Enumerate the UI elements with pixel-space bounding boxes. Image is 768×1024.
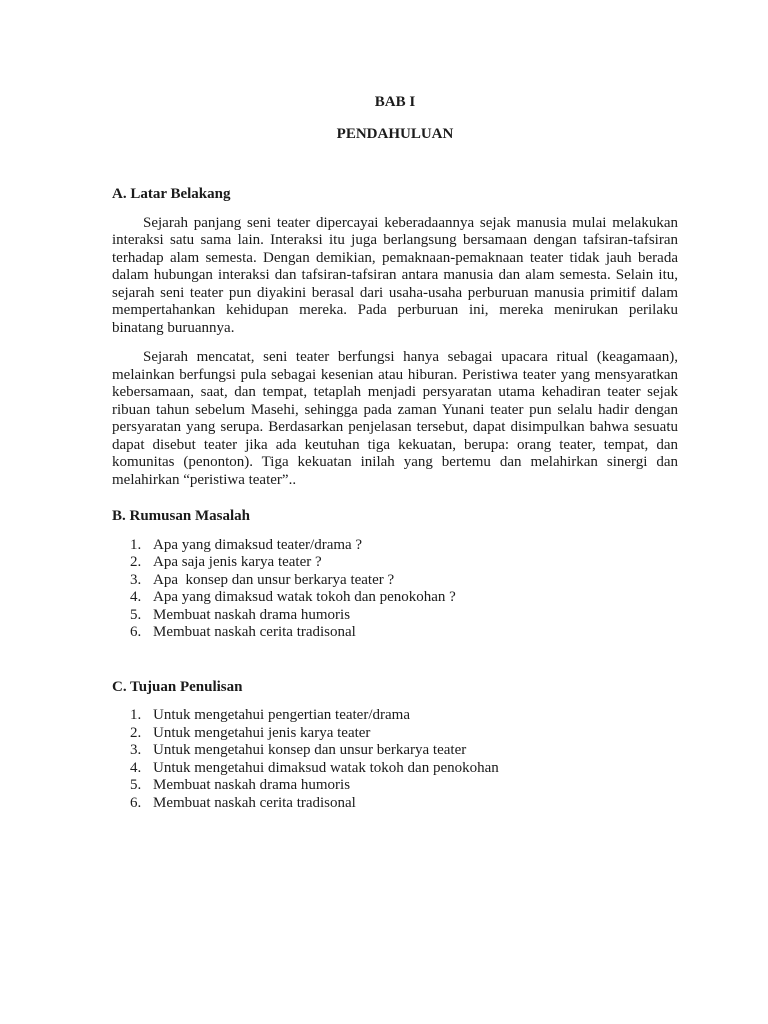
section-heading-tujuan-penulisan: C. Tujuan Penulisan: [112, 678, 243, 695]
list-item-text: Apa konsep dan unsur berkarya teater ?: [153, 571, 395, 588]
list-item-text: Membuat naskah drama humoris: [153, 777, 351, 793]
list-item-number: 1.: [130, 707, 142, 723]
list-item: [112, 607, 678, 625]
section-tujuan-penulisan: [112, 679, 678, 813]
list-item-text: Apa saja jenis karya teater ?: [153, 554, 322, 570]
list-item-number: 5.: [130, 777, 142, 793]
list-item-number: 5.: [130, 606, 142, 623]
rumusan-masalah-list: [112, 537, 678, 642]
list-item: [112, 760, 678, 778]
list-item-text: Untuk mengetahui jenis karya teater: [153, 724, 371, 741]
list-item-text: Apa yang dimaksud watak tokoh dan penokohan ?: [153, 589, 456, 605]
list-item-number: 3.: [130, 571, 142, 588]
list-item: [112, 795, 678, 813]
paragraph-2: Sejarah mencatat, seni teater berfungsi hanya sebagai upacara ritual (keagamaan), melainkan berfungsi pula sebagai kesenian atau hiburan. Peristiwa teater yang mensyaratkan kebersamaan, saat, dan tempat, tetaplah menjadi persyaratan utama kehadiran teater sejak ribuan tahun sebelum Masehi, sehingga pada zaman Yunani teater pun selalu hadir dengan persyaratan yang serupa. Berdasarkan penjelasan tersebut, dapat disimpulkan bahwa sesuatu dapat disebut teater jika ada keutuhan tiga kekuatan, berupa: orang teater, tempat, dan komunitas (penonton). Tiga kekuatan inilah yang bertemu dan melahirkan sinergi dan melahirkan “peristiwa teater”..: [112, 349, 682, 488]
chapter-title: BAB I: [374, 94, 416, 110]
list-item-text: Apa yang dimaksud teater/drama ?: [153, 536, 363, 553]
list-item: [112, 707, 678, 725]
list-item: [112, 572, 678, 590]
list-item-text: Untuk mengetahui dimaksud watak tokoh dan penokohan: [153, 759, 499, 776]
list-item-number: 4.: [130, 759, 142, 776]
section-heading-rumusan-masalah: B. Rumusan Masalah: [112, 508, 250, 524]
paragraph-1: Sejarah panjang seni teater dipercayai keberadaannya sejak manusia mulai melakukan interaksi satu sama lain. Interaksi itu juga berlangsung bersamaan dengan tafsiran-tafsiran terhadap alam semesta. Dengan demikian, pemaknaan-pemaknaan teater tidak jauh berada dalam hubungan interaksi dan tafsiran-tafsiran antara manusia dan alam semesta. Selain itu, sejarah seni teater pun diyakini berasal dari usaha-usaha perburuan manusia primitif dalam mempertahankan kehidupan mereka. Pada perburuan ini, mereka menirukan perilaku binatang buruannya.: [112, 214, 682, 336]
list-item: [112, 725, 678, 743]
list-item-number: 2.: [130, 554, 142, 570]
list-item-text: Untuk mengetahui konsep dan unsur berkarya teater: [153, 742, 467, 758]
list-item-text: Untuk mengetahui pengertian teater/drama: [153, 707, 410, 723]
tujuan-penulisan-list: [112, 707, 678, 812]
section-rumusan-masalah: [112, 508, 678, 642]
chapter-subtitle: PENDAHULUAN: [336, 125, 454, 142]
list-item-number: 2.: [130, 724, 142, 741]
list-item: [112, 554, 678, 572]
list-item: [112, 777, 678, 795]
list-item: [112, 624, 678, 642]
list-item-number: 6.: [130, 794, 142, 811]
section-latar-belakang: [112, 186, 682, 489]
list-item-number: 1.: [130, 536, 142, 553]
list-item-text: Membuat naskah cerita tradisonal: [153, 624, 356, 640]
list-item: [112, 742, 678, 760]
list-item-text: Membuat naskah cerita tradisonal: [153, 794, 356, 811]
list-item-number: 6.: [130, 624, 142, 640]
list-item-text: Membuat naskah drama humoris: [153, 606, 351, 623]
list-item-number: 4.: [130, 589, 142, 605]
list-item: [112, 589, 678, 607]
section-heading-latar-belakang: A. Latar Belakang: [112, 186, 231, 202]
list-item: [112, 537, 678, 555]
list-item-number: 3.: [130, 742, 142, 758]
